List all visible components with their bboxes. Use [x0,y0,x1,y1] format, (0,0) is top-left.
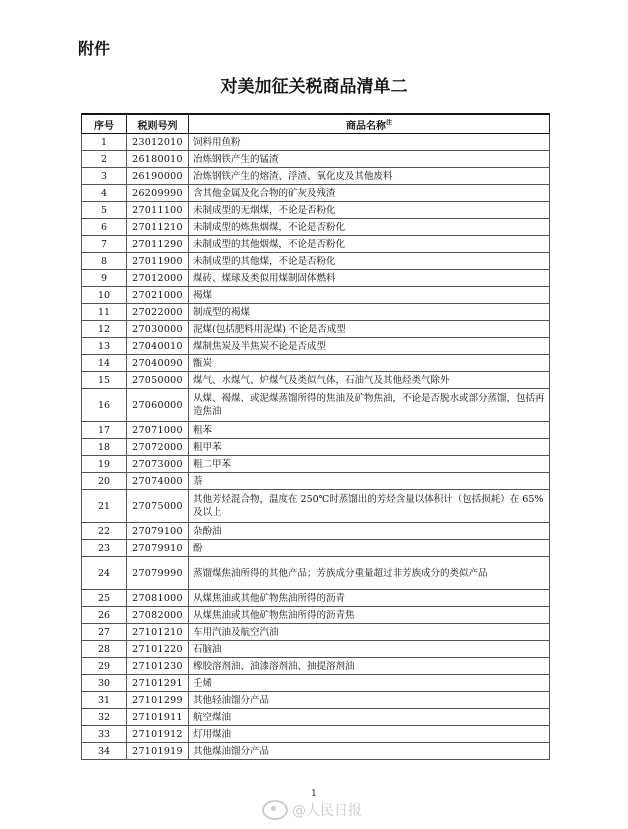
product-name: 未制成型的无烟煤，不论是否粉化 [189,202,550,219]
row-number: 11 [82,304,127,321]
product-name: 粗苯 [189,422,550,439]
tariff-code: 27075000 [127,490,189,523]
row-number: 20 [82,473,127,490]
table-row [82,151,550,168]
row-number: 13 [82,338,127,355]
row-number: 23 [82,540,127,557]
tariff-code: 27011210 [127,219,189,236]
product-name: 杂酚油 [189,523,550,540]
product-name: 未制成型的其他煤，不论是否粉化 [189,253,550,270]
product-name: 煤砖、煤球及类似用煤制固体燃料 [189,270,550,287]
table-row [82,219,550,236]
row-number: 30 [82,675,127,692]
table-row [82,355,550,372]
product-name: 未制成型的其他烟煤，不论是否粉化 [189,236,550,253]
product-name: 航空煤油 [189,709,550,726]
table-row [82,389,550,422]
watermark-text: @人民日报 [292,803,362,819]
tariff-code: 27079990 [127,557,189,590]
row-number: 7 [82,236,127,253]
product-name: 萘 [189,473,550,490]
document-title: 对美加征关税商品清单二 [220,77,408,97]
tariff-code: 27079100 [127,523,189,540]
tariff-code: 27074000 [127,473,189,490]
table-row [82,134,550,151]
table-row [82,675,550,692]
product-name: 冶炼钢铁产生的熔渣、浮渣、氧化皮及其他废料 [189,168,550,185]
tariff-code: 23012010 [127,134,189,151]
tariff-table [81,113,550,760]
table-row [82,321,550,338]
tariff-code: 27101919 [127,743,189,760]
table-row [82,557,550,590]
tariff-code: 27071000 [127,422,189,439]
row-number: 21 [82,490,127,523]
table-row [82,490,550,523]
tariff-code: 27030000 [127,321,189,338]
tariff-code: 27079910 [127,540,189,557]
tariff-code: 27011290 [127,236,189,253]
row-number: 4 [82,185,127,202]
tariff-code: 27011100 [127,202,189,219]
tariff-code: 27022000 [127,304,189,321]
table-row [82,372,550,389]
weibo-icon [262,800,288,820]
tariff-code: 27021000 [127,287,189,304]
column-header-number: 序号 [82,114,127,134]
tariff-code: 27040090 [127,355,189,372]
row-number: 12 [82,321,127,338]
product-name: 泥煤(包括肥料用泥煤) 不论是否成型 [189,321,550,338]
product-name: 灯用煤油 [189,726,550,743]
tariff-code: 27060000 [127,389,189,422]
table-row [82,641,550,658]
product-name: 饲料用鱼粉 [189,134,550,151]
table-row [82,607,550,624]
product-name: 从煤、褐煤、或泥煤蒸馏所得的焦油及矿物焦油，不论是否脱水或部分蒸馏，包括再造焦油 [189,389,550,422]
product-name: 粗甲苯 [189,439,550,456]
table-row [82,726,550,743]
table-row [82,709,550,726]
product-name: 从煤焦油或其他矿物焦油所得的沥青焦 [189,607,550,624]
row-number: 18 [82,439,127,456]
tariff-code: 26209990 [127,185,189,202]
product-name: 其他煤油馏分产品 [189,743,550,760]
row-number: 24 [82,557,127,590]
product-name: 从煤焦油或其他矿物焦油所得的沥青 [189,590,550,607]
tariff-code: 27040010 [127,338,189,355]
table-row [82,287,550,304]
table-row [82,624,550,641]
table-row [82,439,550,456]
tariff-code: 27101911 [127,709,189,726]
table-row [82,540,550,557]
row-number: 14 [82,355,127,372]
product-name: 甑炭 [189,355,550,372]
product-name: 制成型的褐煤 [189,304,550,321]
table-row [82,743,550,760]
tariff-code: 27101299 [127,692,189,709]
product-name: 煤气、水煤气、炉煤气及类似气体，石油气及其他烃类气除外 [189,372,550,389]
tariff-code: 27101210 [127,624,189,641]
table-row [82,202,550,219]
product-name: 粗二甲苯 [189,456,550,473]
tariff-code: 27101912 [127,726,189,743]
table-row [82,590,550,607]
table-row [82,270,550,287]
watermark [262,800,362,820]
row-number: 17 [82,422,127,439]
product-name: 含其他金属及化合物的矿灰及残渣 [189,185,550,202]
row-number: 33 [82,726,127,743]
product-name: 褐煤 [189,287,550,304]
row-number: 2 [82,151,127,168]
row-number: 3 [82,168,127,185]
row-number: 8 [82,253,127,270]
row-number: 16 [82,389,127,422]
product-name: 其他轻油馏分产品 [189,692,550,709]
product-name: 冶炼钢铁产生的锰渣 [189,151,550,168]
row-number: 19 [82,456,127,473]
product-name: 石脑油 [189,641,550,658]
tariff-code: 27101230 [127,658,189,675]
column-header-name: 商品名称$^注$ [189,114,550,134]
row-number: 26 [82,607,127,624]
table-row [82,168,550,185]
table-header-row [82,114,550,134]
table-row [82,658,550,675]
product-name: 蒸馏煤焦油所得的其他产品；芳族成分重量超过非芳族成分的类似产品 [189,557,550,590]
product-name: 未制成型的炼焦烟煤，不论是否粉化 [189,219,550,236]
table-row [82,338,550,355]
row-number: 25 [82,590,127,607]
row-number: 31 [82,692,127,709]
row-number: 10 [82,287,127,304]
table-row [82,304,550,321]
table-body [82,134,550,760]
table-row [82,692,550,709]
tariff-code: 27072000 [127,439,189,456]
row-number: 28 [82,641,127,658]
row-number: 6 [82,219,127,236]
tariff-code: 27101220 [127,641,189,658]
table-row [82,456,550,473]
row-number: 15 [82,372,127,389]
table-row [82,236,550,253]
tariff-code: 27082000 [127,607,189,624]
table-row [82,185,550,202]
row-number: 5 [82,202,127,219]
table-row [82,253,550,270]
column-header-code: 税则号列 [127,114,189,134]
product-name: 壬烯 [189,675,550,692]
tariff-code: 27050000 [127,372,189,389]
row-number: 9 [82,270,127,287]
tariff-code: 26190000 [127,168,189,185]
product-name: 酚 [189,540,550,557]
table-row [82,523,550,540]
product-name: 橡胶溶剂油、油漆溶剂油、抽提溶剂油 [189,658,550,675]
product-name: 车用汽油及航空汽油 [189,624,550,641]
attachment-label: 附件 [78,39,111,58]
tariff-code: 27011900 [127,253,189,270]
table-row [82,422,550,439]
product-name: 其他芳烃混合物，温度在 250℃时蒸馏出的芳烃含量以体积计（包括损耗）在 65%及以上 [189,490,550,523]
row-number: 29 [82,658,127,675]
table-row [82,473,550,490]
tariff-code: 27073000 [127,456,189,473]
row-number: 32 [82,709,127,726]
row-number: 1 [82,134,127,151]
page-number: 1 [311,789,317,799]
tariff-code: 27101291 [127,675,189,692]
note-mark: 注 [385,119,392,127]
row-number: 34 [82,743,127,760]
tariff-code: 26180010 [127,151,189,168]
product-name: 煤制焦炭及半焦炭不论是否成型 [189,338,550,355]
tariff-code: 27081000 [127,590,189,607]
row-number: 27 [82,624,127,641]
tariff-code: 27012000 [127,270,189,287]
row-number: 22 [82,523,127,540]
